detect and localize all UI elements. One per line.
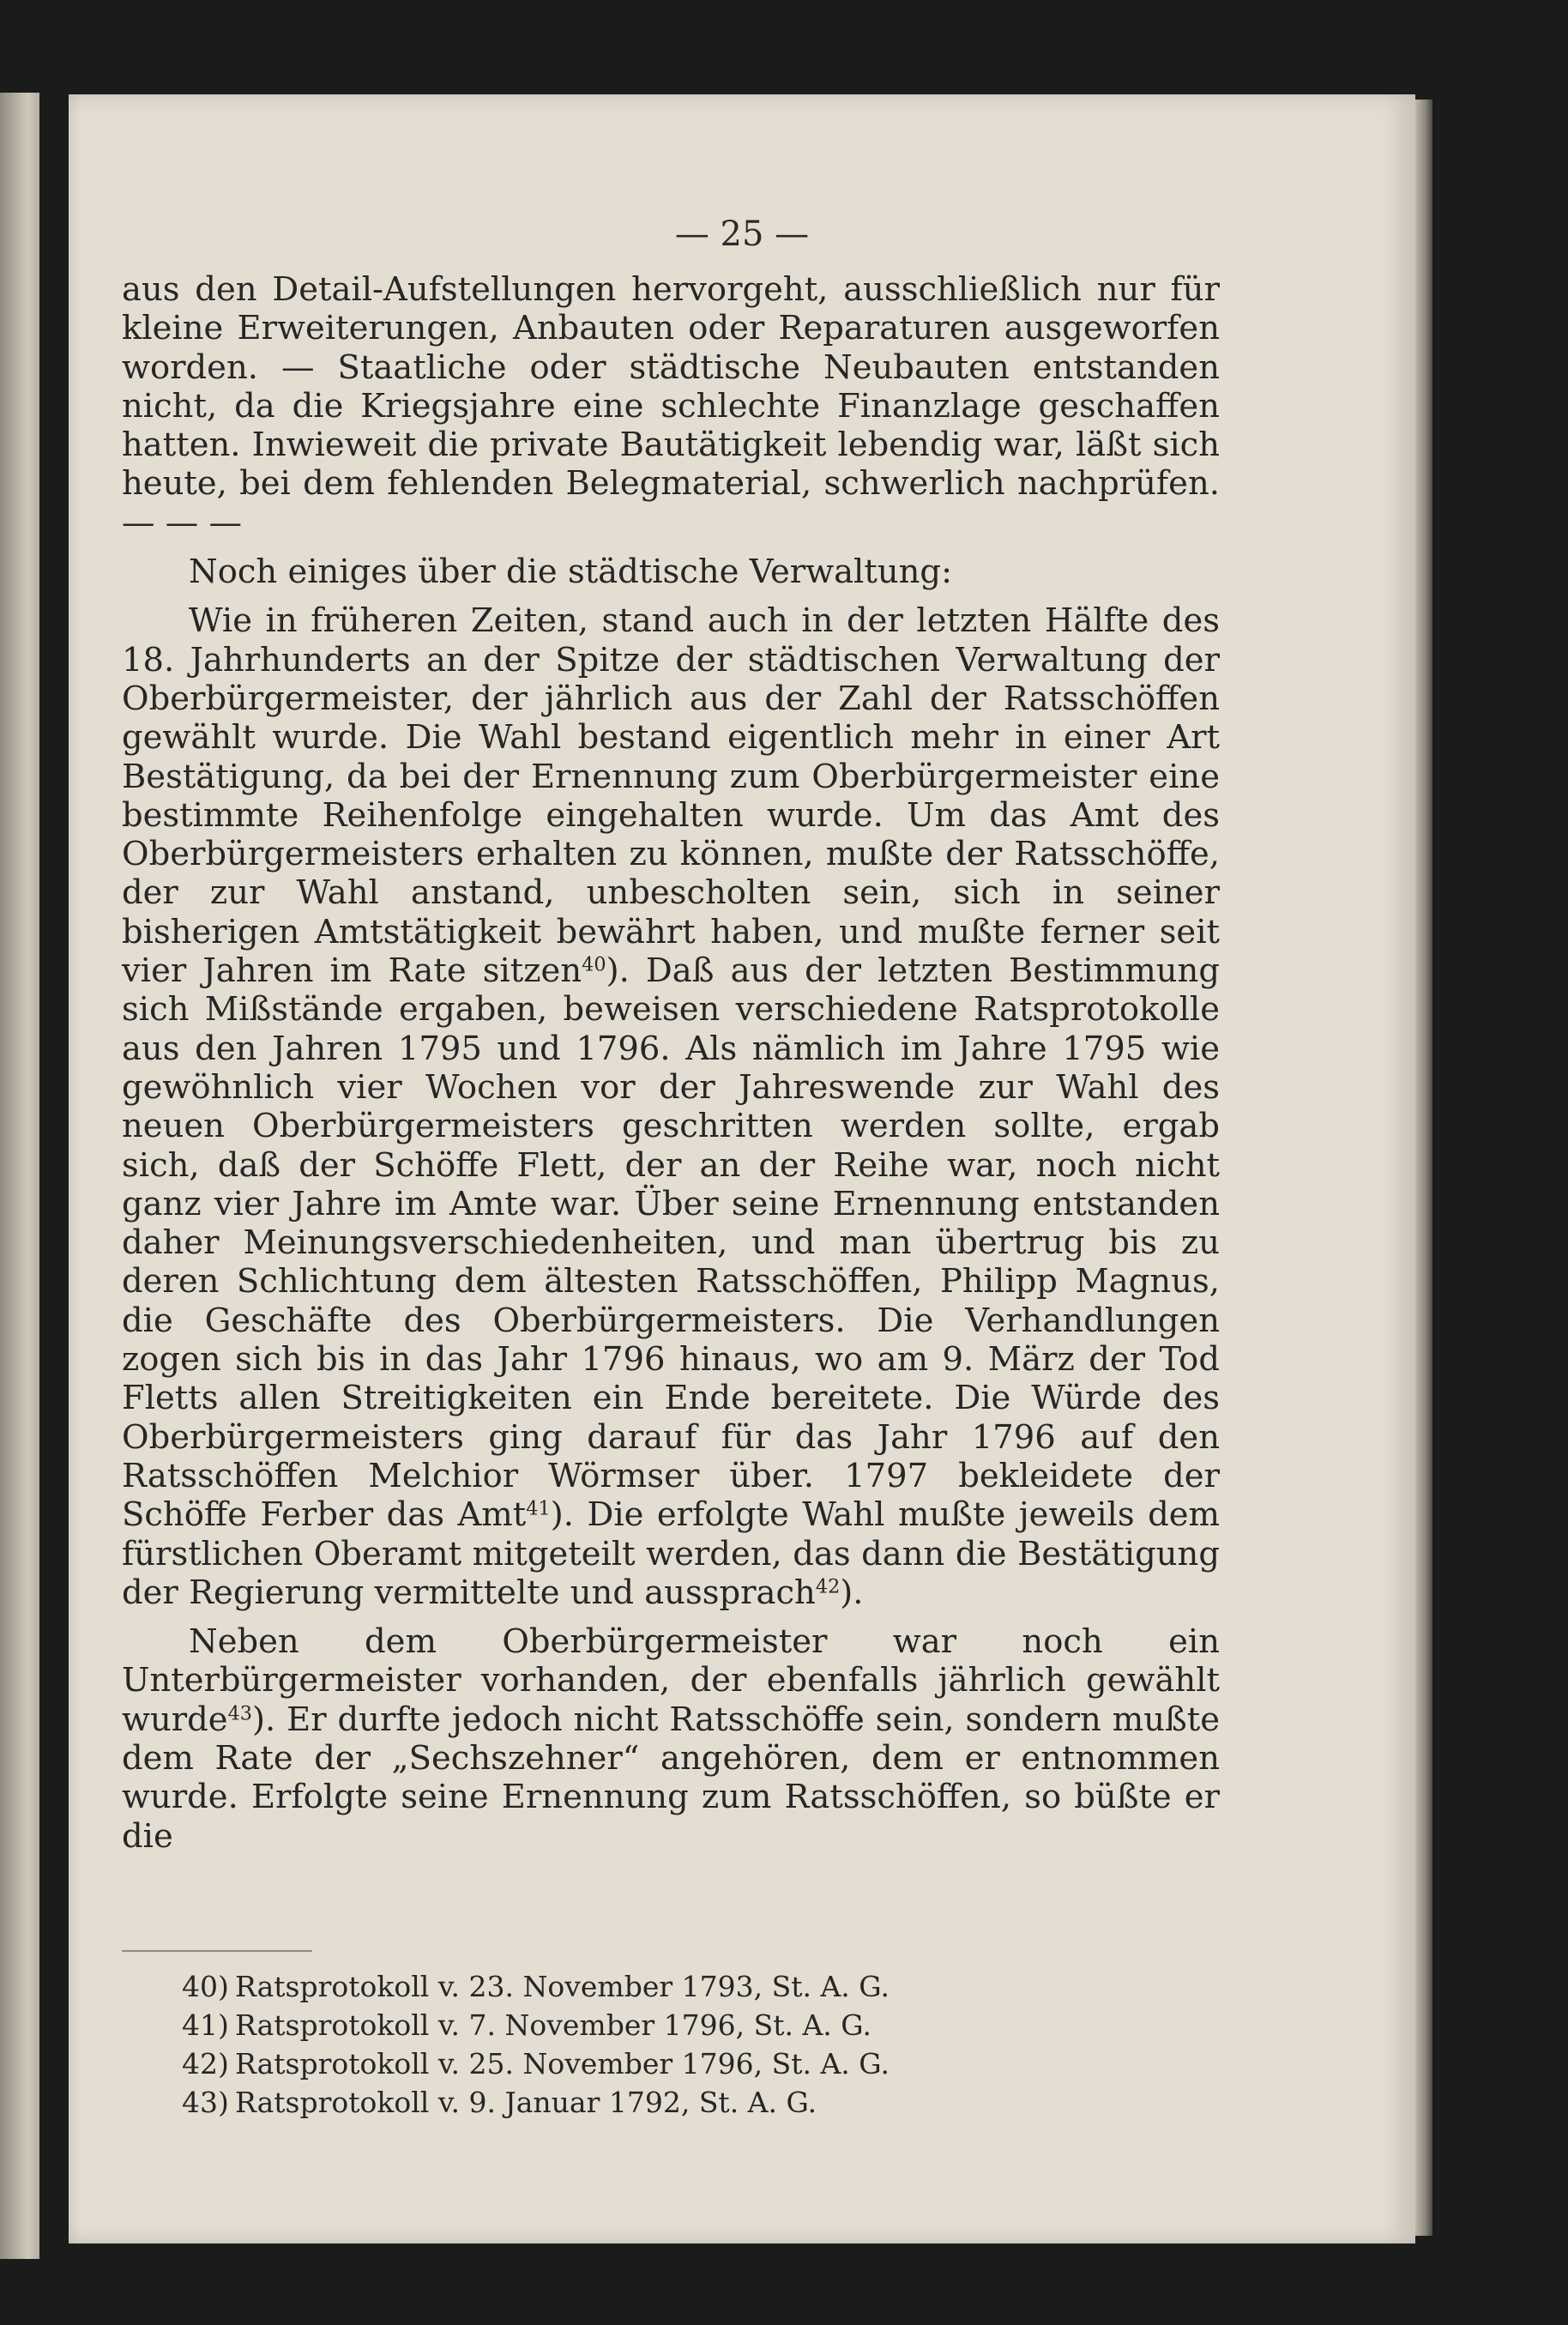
- footnote-41: [182, 2006, 1125, 2044]
- body-text: [122, 270, 1220, 1856]
- footnotes: [182, 1967, 1125, 2122]
- paragraph-3-text-a: Wie in früheren Zeiten, stand auch in der letzten Hälfte des 18. Jahrhunderts an der Spitze der städtischen Verwaltung der Oberbürgermeister, der jährlich aus der Zahl der Ratsschöffen gewählt wurde. Die Wahl bestand eigentlich mehr in einer Art Bestätigung, da bei der Ernennung zum Oberbürgermeister eine bestimmte Reihenfolge eingehalten wurde. Um das Amt des Oberbürgermeisters erhalten zu können, mußte der Ratsschöffe, der zur Wahl anstand, unbescholten sein, sich in seiner bisherigen Amtstätigkeit bewährt haben, und mußte ferner seit vier Jahren im Rate sitzen: [122, 601, 1220, 991]
- paragraph-1: aus den Detail-Aufstellungen hervorgeht, ausschließlich nur für kleine Erweiterungen, Anbauten oder Reparaturen ausgeworfen worden. — Staatliche oder städtische Neubauten entstanden nicht, da die Kriegsjahre eine schlechte Finanzlage geschaffen hatten. Inwieweit die private Bautätigkeit lebendig war, läßt sich heute, bei dem fehlenden Belegmaterial, schwerlich nachprüfen. — — —: [122, 270, 1220, 542]
- paragraph-3-text-b: ). Daß aus der letzten Bestimmung sich Mißstände ergaben, beweisen verschiedene Ratsprotokolle aus den Jahren 1795 und 1796. Als nämlich im Jahre 1795 wie gewöhnlich vier Wochen vor der Jahreswende zur Wahl des neuen Oberbürgermeisters geschritten werden sollte, ergab sich, daß der Schöffe Flett, der an der Reihe war, noch nicht ganz vier Jahre im Amte war. Über seine Ernennung entstanden daher Meinungsverschiedenheiten, und man übertrug bis zu deren Schlichtung dem ältesten Ratsschöffen, Philipp Magnus, die Geschäfte des Oberbürgermeisters. Die Verhandlungen zogen sich bis in das Jahr 1796 hinaus, wo am 9. März der Tod Fletts allen Streitigkeiten ein Ende bereitete. Die Würde des Oberbürgermeisters ging darauf für das Jahr 1796 auf den Ratsschöffen Melchior Wörmser über. 1797 bekleidete der Schöffe Ferber das Amt: [122, 951, 1220, 1535]
- footnote-ref-43: 43: [227, 1702, 253, 1725]
- paragraph-3-text-c: ). Die erfolgte Wahl mußte jeweils dem fürstlichen Oberamt mitgeteilt werden, das dann die Bestätigung der Regierung vermittelte und aussprach: [122, 1495, 1221, 1612]
- footnote-text: Ratsprotokoll v. 23. November 1793, St. A. G.: [235, 1970, 890, 2003]
- paragraph-4: [122, 1622, 1220, 1856]
- left-page-edge: [0, 93, 39, 2259]
- footnote-43: [182, 2083, 1125, 2122]
- footnote-mark: 42): [182, 2047, 229, 2080]
- page-stack-edge: [1415, 100, 1432, 2236]
- footnote-text: Ratsprotokoll v. 7. November 1796, St. A. G.: [235, 2008, 871, 2042]
- footnote-divider: [122, 1950, 312, 1952]
- paragraph-3-text-d: ).: [840, 1573, 864, 1612]
- book-page: [69, 94, 1415, 2243]
- footnote-40: [182, 1967, 1125, 2006]
- paragraph-4-text-b: ). Er durfte jedoch nicht Ratsschöffe sein, sondern mußte dem Rate der „Sechszehner“ angehören, dem er entnommen wurde. Erfolgte seine Ernennung zum Ratsschöffen, so büßte er die: [122, 1700, 1220, 1856]
- paragraph-3: [122, 601, 1220, 1612]
- footnote-text: Ratsprotokoll v. 25. November 1796, St. A. G.: [235, 2047, 890, 2080]
- footnote-mark: 40): [182, 1970, 229, 2003]
- footnote-mark: 43): [182, 2086, 229, 2119]
- footnote-42: [182, 2044, 1125, 2083]
- footnote-ref-40: 40: [582, 953, 606, 976]
- footnote-text: Ratsprotokoll v. 9. Januar 1792, St. A. G.: [235, 2086, 817, 2119]
- paragraph-2: Noch einiges über die städtische Verwaltung:: [189, 553, 953, 592]
- page-number: — 25 —: [674, 214, 810, 254]
- footnote-ref-42: 42: [815, 1575, 841, 1598]
- paragraph-4-text-a: Neben dem Oberbürgermeister war noch ein Unterbürgermeister vorhanden, der ebenfalls jährlich gewählt wurde: [122, 1622, 1220, 1739]
- footnote-ref-41: 41: [526, 1497, 551, 1520]
- footnote-mark: 41): [182, 2008, 229, 2042]
